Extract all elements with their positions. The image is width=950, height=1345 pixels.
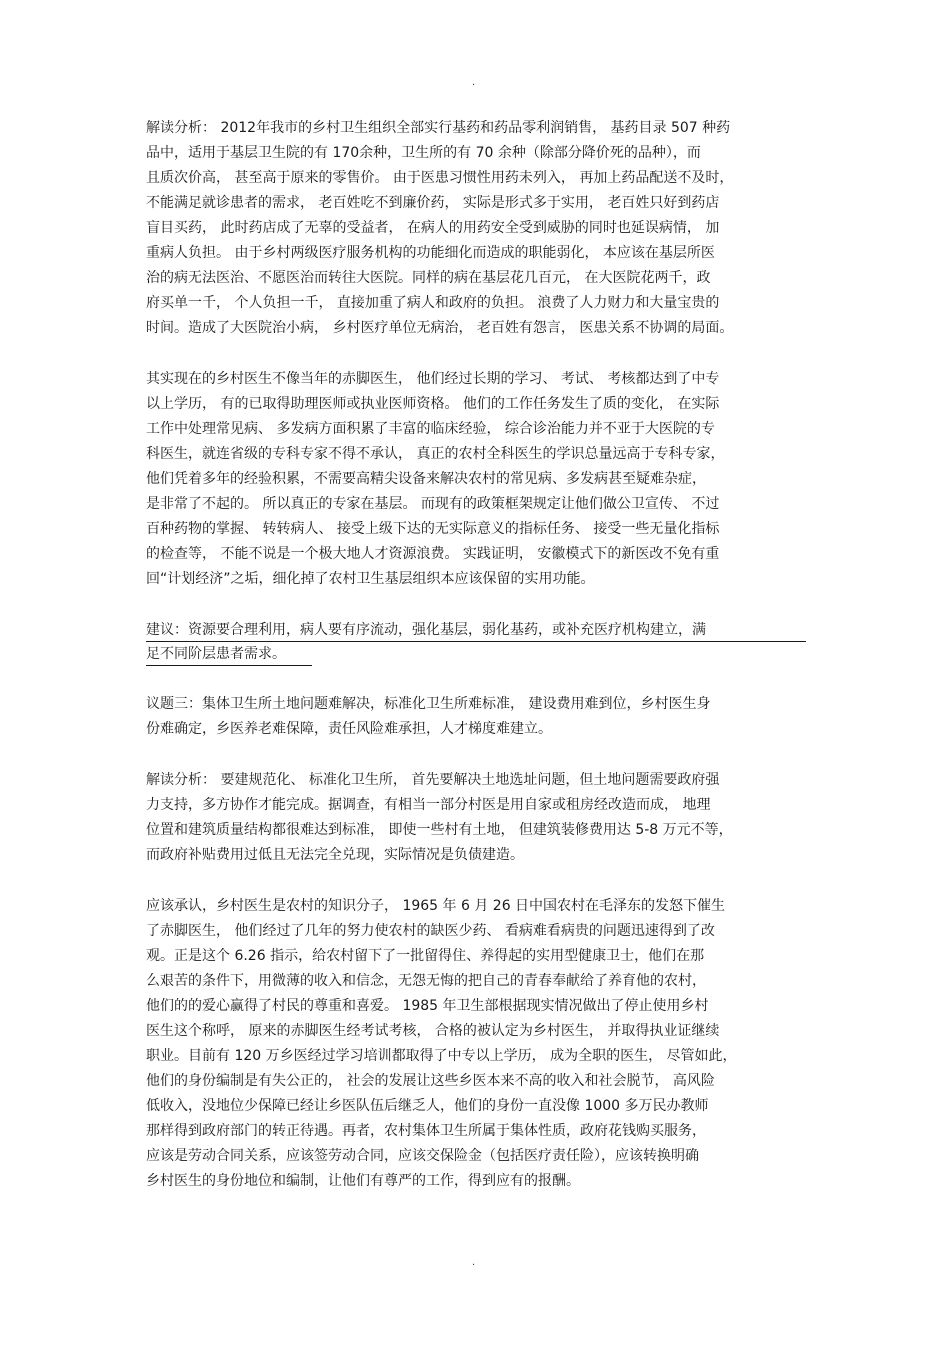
suggestion-line-2 bbox=[146, 642, 810, 666]
text-line: 科医生，就连省级的专科专家不得不承认， 真正的农村全科医生的学识总量远高于专科专家， bbox=[146, 446, 725, 462]
paragraph-rural-doctors-status bbox=[146, 894, 810, 1194]
text-line: 时间。造成了大医院治小病， 乡村医疗单位无病治， 老百姓有怨言， 医患关系不协调的局面。 bbox=[146, 320, 734, 336]
text-line: 力支持，多方协作才能完成。据调查，有相当一部分村医是用自家或租房经改造而成， 地理 bbox=[146, 797, 711, 813]
text-line: 职业。目前有 120 万乡医经过学习培训都取得了中专以上学历， 成为全职的医生， 尽管如此， bbox=[146, 1048, 737, 1064]
text-line: 应该承认，乡村医生是农村的知识分子， 1965 年 6 月 26 日中国农村在毛泽东的发怒下催生 bbox=[146, 898, 726, 914]
text-line: 品中，适用于基层卫生院的有 170余种，卫生所的有 70 余种（除部分降价死的品种），而 bbox=[146, 145, 701, 161]
text-line: 了赤脚医生， 他们经过了几年的努力使农村的缺医少药、 看病难看病贵的问题迅速得到了改 bbox=[146, 923, 715, 939]
text-line: 的检查等， 不能不说是一个极大地人才资源浪费。 实践证明， 安徽模式下的新医改不免有重 bbox=[146, 546, 720, 562]
text-line: 他们的身份编制是有失公正的， 社会的发展让这些乡医本来不高的收入和社会脱节， 高风险 bbox=[146, 1073, 715, 1089]
text-line: 回“计划经济”之垢，细化掉了农村卫生基层组织本应该保留的实用功能。 bbox=[146, 571, 595, 587]
text-line: 盲目买药， 此时药店成了无辜的受益者， 在病人的用药安全受到威胁的同时也延误病情， 加 bbox=[146, 220, 720, 236]
text-line: 而政府补贴费用过低且无法完全兑现，实际情况是负债建造。 bbox=[146, 847, 524, 863]
text-line: 重病人负担。 由于乡村两级医疗服务机构的功能细化而造成的职能弱化， 本应该在基层所医 bbox=[146, 245, 715, 261]
page-marker-bottom: . bbox=[472, 1257, 476, 1268]
paragraph-barefoot-doctors bbox=[146, 367, 810, 592]
text-line: 么艰苦的条件下，用微薄的收入和信念，无怨无悔的把自己的青春奉献给了养育他的农村， bbox=[146, 973, 706, 989]
text-line: 应该是劳动合同关系，应该签劳动合同，应该交保险金（包括医疗责任险），应该转换明确 bbox=[146, 1148, 699, 1164]
suggestion-line-1 bbox=[146, 618, 810, 642]
text-line: 位置和建筑质量结构都很难达到标准， 即使一些村有土地， 但建筑装修费用达 5-8 万元不等， bbox=[146, 822, 733, 838]
text-line: 观。正是这个 6.26 指示，给农村留下了一批留得住、养得起的实用型健康卫士，他们在那 bbox=[146, 948, 705, 964]
underlined-text: 足不同阶层患者需求。 bbox=[146, 643, 312, 666]
text-line: 医生这个称呼， 原来的赤脚医生经考试考核， 合格的被认定为乡村医生， 并取得执业证继续 bbox=[146, 1023, 720, 1039]
paragraph-analysis-1 bbox=[146, 116, 810, 341]
text-line: 他们凭着多年的经验积累，不需要高精尖设备来解决农村的常见病、多发病甚至疑难杂症， bbox=[146, 471, 706, 487]
page-marker-top: . bbox=[472, 77, 476, 88]
text-line: 是非常了不起的。 所以真正的专家在基层。 而现有的政策框架规定让他们做公卫宣传、 不过 bbox=[146, 496, 720, 512]
text-line: 百种药物的掌握、 转转病人、 接受上级下达的无实际意义的指标任务、 接受一些无量化指标 bbox=[146, 521, 720, 537]
paragraph-topic-3 bbox=[146, 692, 810, 742]
text-line: 乡村医生的身份地位和编制，让他们有尊严的工作，得到应有的报酬。 bbox=[146, 1173, 580, 1189]
text-line: 份难确定，乡医养老难保障，责任风险难承担，人才梯度难建立。 bbox=[146, 721, 552, 737]
document-body bbox=[146, 116, 810, 1220]
text-line: 他们的的爱心赢得了村民的尊重和喜爱。 1985 年卫生部根据现实情况做出了停止使用乡村 bbox=[146, 998, 709, 1014]
text-line: 议题三：集体卫生所土地问题难解决，标准化卫生所难标准， 建设费用难到位，乡村医生身 bbox=[146, 696, 711, 712]
text-line: 以上学历， 有的已取得助理医师或执业医师资格。 他们的工作任务发生了质的变化， 在实际 bbox=[146, 396, 720, 412]
underlined-text: 建议：资源要合理利用，病人要有序流动，强化基层，弱化基药，或补充医疗机构建立，满 bbox=[146, 619, 806, 642]
text-line: 那样得到政府部门的转正待遇。再者，农村集体卫生所属于集体性质，政府花钱购买服务， bbox=[146, 1123, 706, 1139]
text-line: 低收入，没地位少保障已经让乡医队伍后继乏人，他们的身份一直没像 1000 多万民办教师 bbox=[146, 1098, 709, 1114]
text-line: 且质次价高， 甚至高于原来的零售价。 由于医患习惯性用药未列入， 再加上药品配送不及时， bbox=[146, 170, 734, 186]
text-line: 解读分析： 2012年我市的乡村卫生组织全部实行基药和药品零利润销售， 基药目录 507 种药 bbox=[146, 120, 731, 136]
text-line: 治的病无法医治、不愿医治而转往大医院。同样的病在基层花几百元， 在大医院花两千，政 bbox=[146, 270, 711, 286]
paragraph-analysis-2 bbox=[146, 768, 810, 868]
text-line: 工作中处理常见病、 多发病方面积累了丰富的临床经验， 综合诊治能力并不亚于大医院的专 bbox=[146, 421, 715, 437]
text-line: 其实现在的乡村医生不像当年的赤脚医生， 他们经过长期的学习、 考试、 考核都达到了中专 bbox=[146, 371, 720, 387]
text-line: 解读分析： 要建规范化、 标准化卫生所， 首先要解决土地选址问题，但土地问题需要政府强 bbox=[146, 772, 720, 788]
text-line: 不能满足就诊患者的需求， 老百姓吃不到廉价药， 实际是形式多于实用， 老百姓只好到药店 bbox=[146, 195, 720, 211]
paragraph-suggestion bbox=[146, 618, 810, 666]
text-line: 府买单一千， 个人负担一千， 直接加重了病人和政府的负担。 浪费了人力财力和大量宝贵的 bbox=[146, 295, 720, 311]
